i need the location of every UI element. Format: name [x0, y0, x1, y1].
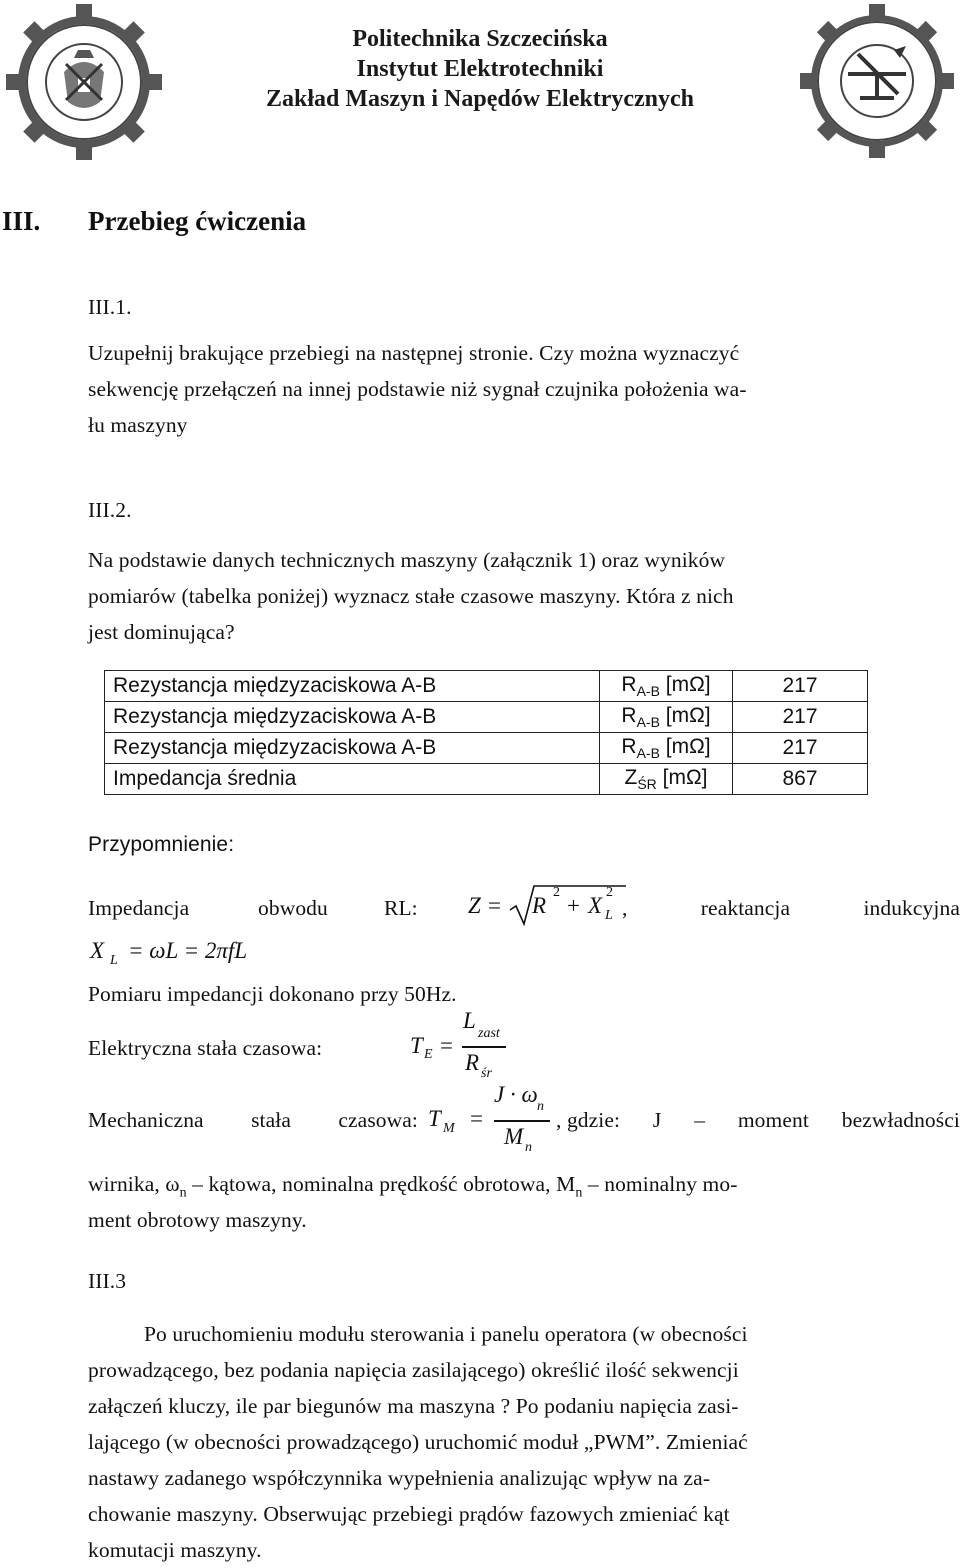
paragraph-line: Uzupełnij brakujące przebiegi na następnej stronie. Czy można wyznaczyć [88, 341, 740, 365]
department-logo [798, 2, 956, 160]
section-title: Przebieg ćwiczenia [88, 206, 307, 236]
subsection-number-2: III.2. [88, 498, 132, 522]
symbol: R [621, 672, 637, 696]
moment-sub: n [575, 1185, 583, 1201]
symbol-sub: ŚR [637, 776, 657, 793]
formula-te-num: L [463, 1008, 476, 1033]
unit: [mΩ] [659, 672, 711, 696]
formula-tm-t: T [428, 1106, 441, 1131]
formula-z-plus: + [567, 893, 580, 918]
table-cell-symbol [600, 702, 733, 733]
impedance-word-3: RL: [384, 896, 418, 920]
formula-te-den: R [465, 1050, 480, 1075]
formula-z-x: X [588, 893, 603, 918]
paragraph-line: prowadzącego, bez podania napięcia zasilającego) określić ilość sekwencji [88, 1358, 739, 1382]
formula-z-exp2: 2 [606, 885, 613, 900]
unit: [mΩ] [659, 703, 711, 727]
mechanical-after [556, 1102, 960, 1138]
formula-z-lhs: Z = [468, 893, 503, 918]
table-row [105, 764, 868, 795]
paragraph-line: jest dominująca? [88, 620, 235, 644]
table-cell-symbol [600, 764, 733, 795]
paragraph-line: łu maszyny [88, 413, 188, 437]
symbol-sub: A-B [636, 714, 660, 731]
formula-te-eq: = [440, 1033, 453, 1058]
university-logo [4, 2, 164, 162]
impedance-word-1: Impedancja [88, 896, 190, 920]
paragraph-line: Po uruchomieniu modułu sterowania i panelu operatora (w obecności [144, 1322, 748, 1346]
header-department: Zakład Maszyn i Napędów Elektrycznych [265, 86, 694, 112]
header-university: Politechnika Szczecińska [352, 26, 608, 52]
paragraph-line: komutacji maszyny. [88, 1538, 262, 1562]
table-cell-symbol [600, 733, 733, 764]
formula-te-den-sub: śr [481, 1066, 492, 1081]
formula-tm-den: M [504, 1124, 524, 1149]
table-cell-value: 867 [733, 764, 868, 795]
subsection-number-1: III.1. [88, 295, 132, 319]
formula-te-sub: E [424, 1047, 433, 1062]
mechanical-label-line: Mechaniczna stała czasowa: [88, 1108, 418, 1132]
formula-z-r: R [532, 893, 547, 918]
explanation-end: – nominalny mo- [582, 1172, 738, 1196]
formula-tm-num-sub: n [537, 1099, 544, 1114]
subsection-2-text [88, 542, 960, 650]
formula-xl-x: X [90, 938, 105, 963]
mechanical-explanation-end: ment obrotowy maszyny. [88, 1208, 307, 1232]
table-cell-name: Impedancja średnia [105, 764, 600, 795]
table-row [105, 671, 868, 702]
symbol: R [621, 703, 637, 727]
formula-tm-eq: = [470, 1106, 483, 1131]
university-seal-icon [4, 2, 164, 162]
table-cell-symbol [600, 671, 733, 702]
symbol-sub: A-B [636, 683, 660, 700]
table-cell-value: 217 [733, 702, 868, 733]
table-cell-name: Rezystancja międzyzaciskowa A-B [105, 733, 600, 764]
paragraph-line: załączeń kluczy, ile par biegunów ma maszyna ? Po podaniu napięcia zasi- [88, 1394, 739, 1418]
mechanical-constant-label [88, 1102, 418, 1138]
impedance-after [622, 890, 960, 926]
omega-sub: n [179, 1185, 187, 1201]
symbol-sub: A-B [636, 745, 660, 762]
unit: [mΩ] [656, 765, 708, 789]
table-cell-name: Rezystancja międzyzaciskowa A-B [105, 671, 600, 702]
formula-te-num-sub: zast [478, 1026, 500, 1041]
subsection-number-3: III.3 [88, 1269, 127, 1293]
formula-z-exp1: 2 [553, 885, 560, 900]
electrical-constant-label: Elektryczna stała czasowa: [88, 1036, 323, 1060]
impedance-word-2: obwodu [258, 896, 328, 920]
paragraph-line: Na podstawie danych technicznych maszyny (załącznik 1) oraz wyników [88, 548, 726, 572]
explanation-text: – kątowa, nominalna prędkość obrotowa, M [186, 1172, 576, 1196]
paragraph-line: chowanie maszyny. Obserwując przebiegi prądów fazowych zmieniać kąt [88, 1502, 730, 1526]
paragraph-line: lającego (w obecności prowadzącego) uruchomić moduł „PWM”. Zmieniać [88, 1430, 748, 1454]
reminder-heading: Przypomnienie: [88, 833, 235, 856]
omega-text: wirnika, ω [88, 1172, 180, 1196]
paragraph-line: sekwencję przełączeń na innej podstawie niż sygnał czujnika położenia wa- [88, 377, 747, 401]
subsection-3-text [88, 1316, 960, 1568]
table-cell-name: Rezystancja międzyzaciskowa A-B [105, 702, 600, 733]
formula-tm-den-sub: n [525, 1140, 532, 1155]
impedance-after-line: , reaktancja indukcyjna [622, 896, 960, 920]
formula-te-t: T [410, 1033, 423, 1058]
formula-xl-sub: L [110, 953, 118, 968]
paragraph-line: pomiarów (tabelka poniżej) wyznacz stałe czasowe maszyny. Która z nich [88, 584, 734, 608]
table-cell-value: 217 [733, 733, 868, 764]
symbol: R [621, 734, 637, 758]
mechanical-after-line: , gdzie: J – moment bezwładności [556, 1108, 960, 1132]
symbol: Z [624, 765, 638, 789]
formula-z-sub: L [605, 908, 613, 923]
department-gear-icon [798, 2, 956, 160]
header-institute: Instytut Elektrotechniki [356, 56, 604, 82]
unit: [mΩ] [659, 734, 711, 758]
formula-xl-rest: = ωL = 2πfL [128, 938, 248, 963]
table-row [105, 702, 868, 733]
table-row [105, 733, 868, 764]
measurement-note: Pomiaru impedancji dokonano przy 50Hz. [88, 982, 457, 1006]
formula-tm-num: J · ω [494, 1082, 538, 1107]
fraction-line [462, 1046, 506, 1048]
table-cell-value: 217 [733, 671, 868, 702]
measurement-table [104, 670, 868, 795]
subsection-1-text [88, 335, 960, 443]
formula-tm-sub: M [443, 1121, 455, 1136]
paragraph-line: nastawy zadanego współczynnika wypełnienia analizując wpływ na za- [88, 1466, 711, 1490]
section-number: III. [2, 206, 41, 236]
fraction-line [494, 1120, 550, 1122]
